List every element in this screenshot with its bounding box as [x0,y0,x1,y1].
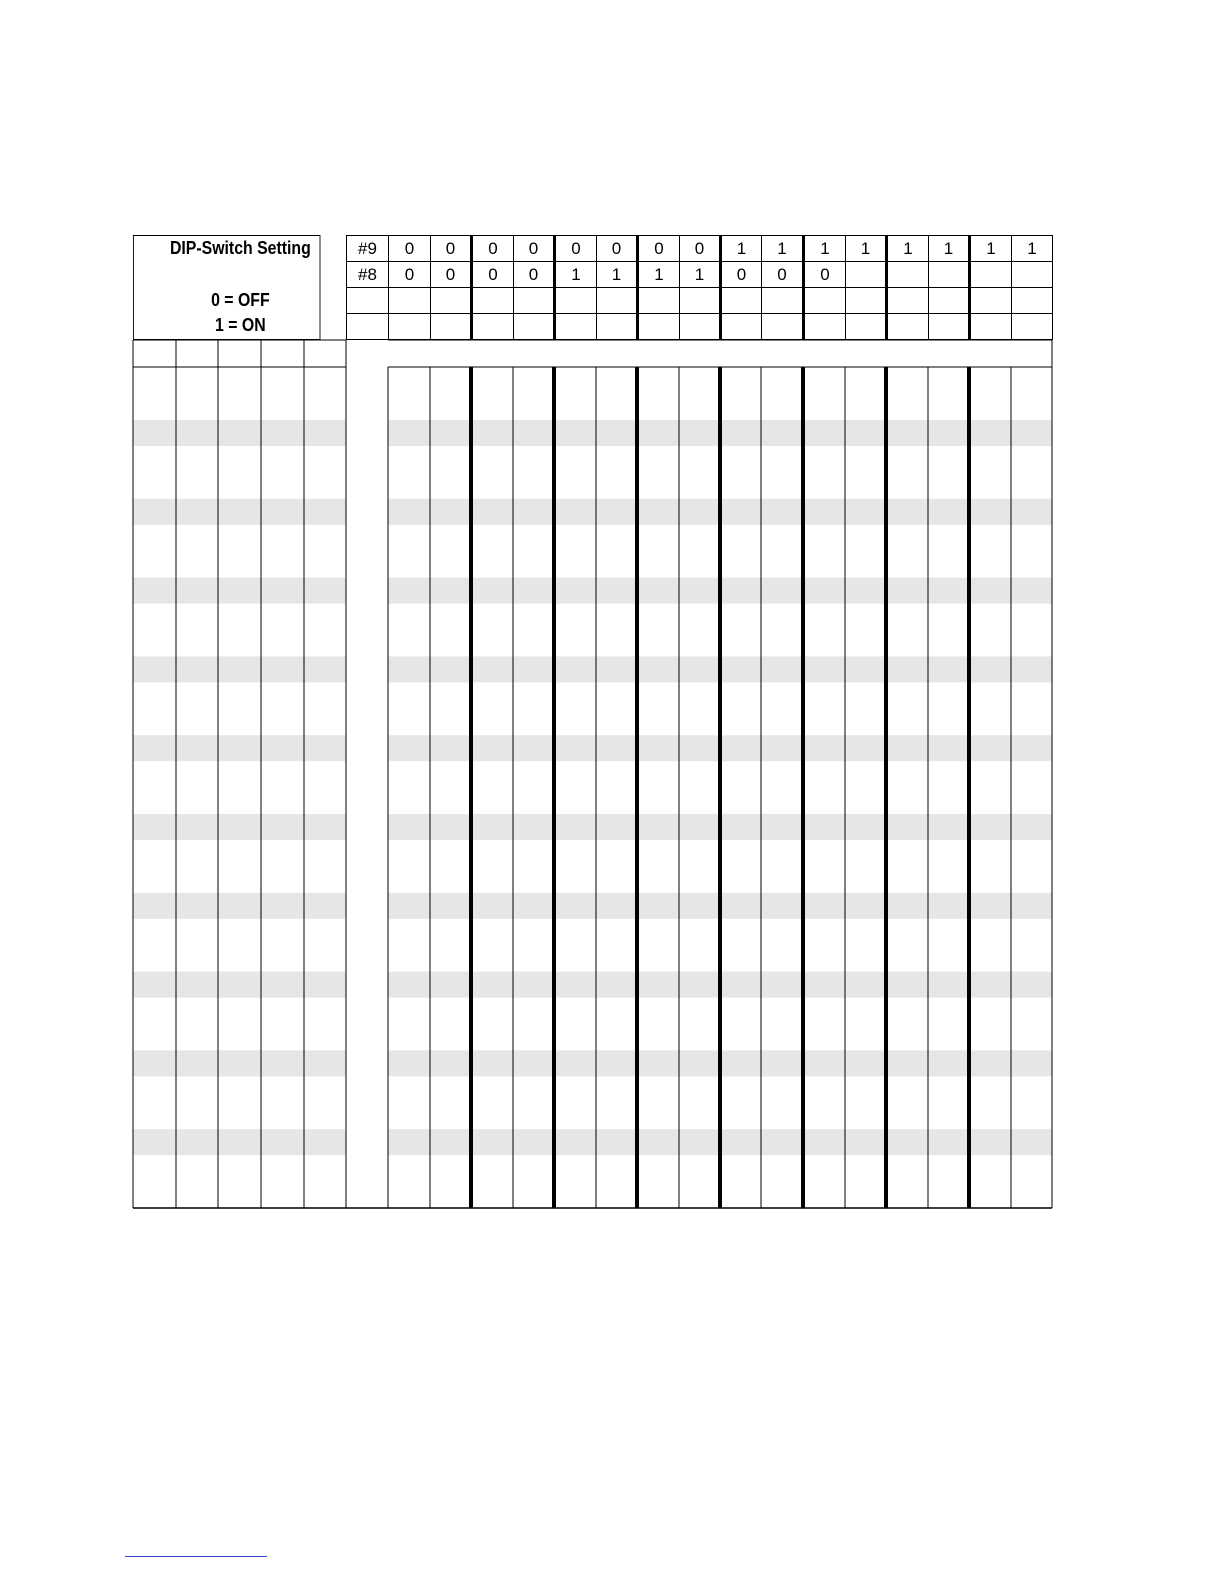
switch-value-cell: 1 [638,262,680,288]
switch-value-cell: 1 [846,236,887,262]
legend-on: 1 = ON [215,315,266,335]
switch-label: #9 [347,236,389,262]
row-stripe-left [133,656,346,682]
switch-value-cell: 1 [762,236,804,262]
legend-title: DIP-Switch Setting [169,238,311,258]
switch-value-cell: 0 [721,262,762,288]
row-stripe-left [133,893,346,919]
switch-value-cell: 1 [680,262,721,288]
switch-value-cell: 1 [721,236,762,262]
switch-value-cell: 0 [804,262,846,288]
row-stripe-left [133,578,346,604]
switch-value-cell: 0 [389,236,431,262]
switch-value-cell: 0 [597,236,638,262]
switch-value-cell: 0 [680,236,721,262]
switch-value-cell: 1 [597,262,638,288]
switch-value-cell: 0 [431,236,472,262]
row-stripe-left [133,499,346,525]
switch-value-cell: 1 [929,236,970,262]
switch-value-cell: 0 [514,262,555,288]
row-stripe-left [133,1050,346,1076]
row-stripe-left [133,972,346,998]
switch-value-cell: 0 [472,262,514,288]
switch-value-cell: 1 [1012,236,1053,262]
switch-value-cell: 0 [555,236,597,262]
switch-value-cell: 0 [431,262,472,288]
switch-value-cell: 0 [762,262,804,288]
switch-value-cell: 0 [638,236,680,262]
switch-value-cell: 1 [555,262,597,288]
switch-value-cell: 0 [472,236,514,262]
switch-value-cell: 1 [887,236,929,262]
footer-link-underline [125,1556,267,1557]
switch-value-cell: 0 [389,262,431,288]
row-stripe-left [133,1129,346,1155]
switch-value-cell: 1 [970,236,1012,262]
switch-label: #8 [347,262,389,288]
switch-value-cell: 1 [804,236,846,262]
legend-off: 0 = OFF [211,290,270,310]
switch-value-cell: 0 [514,236,555,262]
row-stripe-left [133,814,346,840]
row-stripe-left [133,420,346,446]
row-stripe-left [133,735,346,761]
